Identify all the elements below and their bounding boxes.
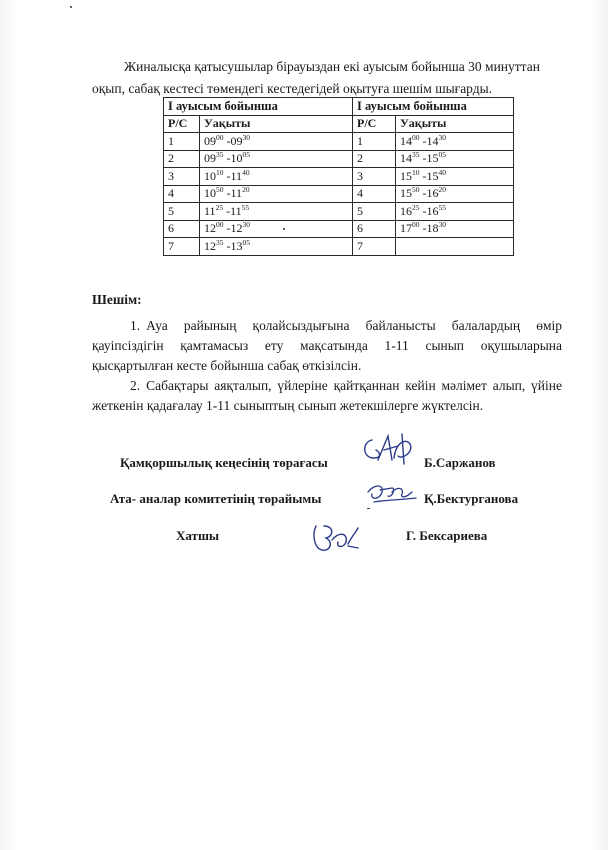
table-row bbox=[164, 168, 514, 186]
lesson-time bbox=[396, 238, 514, 256]
time-minutes: 20 bbox=[242, 185, 250, 195]
time-minutes: 55 bbox=[241, 202, 250, 212]
signature-role-secretary: Хатшы bbox=[176, 528, 220, 543]
time-minutes: 30 bbox=[242, 132, 250, 142]
time-hours: 16 bbox=[426, 186, 439, 201]
time-hours: 11 bbox=[230, 203, 242, 218]
paper-speck bbox=[283, 228, 285, 230]
decision-item-1-number: 1. bbox=[130, 318, 141, 333]
shift-2-header: І ауысым бойынша bbox=[353, 98, 514, 116]
time-hours: 15 bbox=[400, 186, 412, 201]
row-number: 7 bbox=[353, 238, 396, 256]
handwritten-signature-icon bbox=[308, 518, 362, 558]
table-row bbox=[164, 150, 514, 168]
time-minutes: 05 bbox=[438, 150, 446, 160]
handwritten-signature-icon bbox=[358, 430, 420, 470]
lesson-time: $12^{00}$ $-12^{30}$ bbox=[200, 220, 353, 238]
time-hours: 11 bbox=[230, 168, 243, 183]
decision-item-2 bbox=[92, 376, 562, 416]
time-hours: 09 bbox=[204, 151, 216, 166]
intro-line-1: Жиналысқа қатысушылар бірауыздан екі ауысым бойынша 30 минуттан bbox=[124, 59, 540, 74]
time-minutes: 50 bbox=[412, 185, 420, 195]
table-row bbox=[164, 238, 514, 256]
row-number: 3 bbox=[353, 168, 396, 186]
time-minutes: 05 bbox=[242, 150, 250, 160]
handwritten-signature-icon bbox=[362, 478, 420, 508]
row-number: 5 bbox=[164, 203, 200, 221]
time-minutes: 30 bbox=[438, 220, 446, 230]
table-row bbox=[164, 220, 514, 238]
decision-item-1 bbox=[92, 316, 562, 376]
row-number: 1 bbox=[164, 133, 200, 151]
signature-role-committee: Ата- аналар комитетінің төрайымы bbox=[110, 491, 322, 506]
time-hours: 11 bbox=[204, 203, 216, 218]
schedule-body bbox=[164, 133, 514, 256]
intro-line-2: оқып, сабақ кестесі төмендегі кестедегідей оқытуға шешім шығарды. bbox=[92, 81, 493, 96]
time-minutes: 25 bbox=[412, 202, 420, 212]
time-hours: 14 bbox=[426, 133, 439, 148]
time-minutes: 00 bbox=[216, 132, 224, 142]
lesson-time: $17^{00}$ $-18^{30}$ bbox=[396, 220, 514, 238]
lesson-time: $14^{35}$ $-15^{05}$ bbox=[396, 150, 514, 168]
time-hours: 13 bbox=[230, 238, 243, 253]
time-hours: 17 bbox=[400, 221, 412, 236]
signature-name-chair: Б.Саржанов bbox=[424, 455, 496, 470]
time-hours: 12 bbox=[230, 221, 243, 236]
row-number: 6 bbox=[164, 220, 200, 238]
time-minutes: 10 bbox=[412, 167, 420, 177]
time-minutes: 30 bbox=[242, 220, 250, 230]
time-minutes: 35 bbox=[216, 237, 224, 247]
table-row bbox=[164, 133, 514, 151]
time-minutes: 50 bbox=[216, 185, 224, 195]
lesson-time: $16^{25}$ $-16^{55}$ bbox=[396, 203, 514, 221]
decision-item-2-number: 2. bbox=[130, 378, 141, 393]
time-hours: 15 bbox=[400, 168, 412, 183]
time-minutes: 30 bbox=[438, 132, 446, 142]
row-number: 2 bbox=[353, 150, 396, 168]
time-hours: 10 bbox=[204, 186, 216, 201]
time-minutes: 05 bbox=[242, 237, 250, 247]
time-hours: 10 bbox=[204, 168, 216, 183]
time-minutes: 25 bbox=[215, 202, 224, 212]
lesson-time: $12^{35}$ $-13^{05}$ bbox=[200, 238, 353, 256]
paper-speck bbox=[70, 6, 72, 8]
row-number: 4 bbox=[353, 185, 396, 203]
row-number: 7 bbox=[164, 238, 200, 256]
time-minutes: 35 bbox=[216, 150, 224, 160]
schedule-table bbox=[163, 97, 514, 256]
decision-title: Шешім: bbox=[92, 292, 142, 307]
table-row bbox=[164, 185, 514, 203]
signature-name-secretary: Г. Бексариева bbox=[406, 528, 488, 543]
time-hours: 14 bbox=[400, 151, 412, 166]
time-minutes: 20 bbox=[438, 185, 446, 195]
row-number: 1 bbox=[353, 133, 396, 151]
lesson-time: $15^{50}$ $-16^{20}$ bbox=[396, 185, 514, 203]
intro-paragraph bbox=[92, 56, 592, 100]
row-number: 5 bbox=[353, 203, 396, 221]
time-hours: 10 bbox=[230, 151, 243, 166]
lesson-time: $09^{00}$ $-09^{30}$ bbox=[200, 133, 353, 151]
time-hours: 15 bbox=[426, 151, 439, 166]
time-hours: 09 bbox=[204, 133, 216, 148]
decision-item-2-text: Сабақтары аяқталып, үйлеріне қайтқаннан кейін мәлімет алып, үйіне жеткенін қадағалау 1-11 сыныптың сынып жетекшілерге жүктелсін. bbox=[92, 378, 562, 413]
time-minutes: 00 bbox=[412, 220, 420, 230]
time-minutes: 00 bbox=[216, 220, 224, 230]
col-num-header: Р/С bbox=[164, 115, 200, 133]
lesson-time: $11^{25}$ $-11^{55}$ bbox=[200, 203, 353, 221]
col-time-header: Уақыты bbox=[396, 115, 514, 133]
time-minutes: 35 bbox=[412, 150, 420, 160]
time-hours: 18 bbox=[426, 221, 439, 236]
time-minutes: 40 bbox=[242, 167, 250, 177]
time-hours: 12 bbox=[204, 238, 216, 253]
lesson-time: $10^{50}$ $-11^{20}$ bbox=[200, 185, 353, 203]
time-hours: 16 bbox=[426, 203, 439, 218]
time-hours: 12 bbox=[204, 221, 216, 236]
time-hours: 15 bbox=[426, 168, 439, 183]
col-time-header: Уақыты bbox=[200, 115, 353, 133]
lesson-time: $09^{35}$ $-10^{05}$ bbox=[200, 150, 353, 168]
table-row bbox=[164, 203, 514, 221]
paper-speck bbox=[367, 508, 370, 509]
time-minutes: 10 bbox=[216, 167, 224, 177]
row-number: 4 bbox=[164, 185, 200, 203]
time-minutes: 40 bbox=[438, 167, 446, 177]
shift-1-header: І ауысым бойынша bbox=[164, 98, 353, 116]
row-number: 3 bbox=[164, 168, 200, 186]
lesson-time: $14^{00}$ $-14^{30}$ bbox=[396, 133, 514, 151]
time-minutes: 55 bbox=[438, 202, 446, 212]
time-hours: 11 bbox=[230, 186, 243, 201]
col-num-header: Р/С bbox=[353, 115, 396, 133]
signature-role-chair: Қамқоршылық кеңесінің төрағасы bbox=[120, 455, 328, 470]
signature-name-committee: Қ.Бектурганова bbox=[424, 491, 519, 506]
time-hours: 09 bbox=[230, 133, 243, 148]
time-hours: 16 bbox=[400, 203, 412, 218]
row-number: 6 bbox=[353, 220, 396, 238]
time-hours: 14 bbox=[400, 133, 412, 148]
decision-item-1-text: Ауа райының қолайсыздығына байланысты балалардың өмір қауіпсіздігін қамтамасыз ету мақсатында 1-11 сынып оқушыларына қысқартылған кесте бойынша сабақ өткізілсін. bbox=[92, 318, 562, 373]
lesson-time: $10^{10}$ $-11^{40}$ bbox=[200, 168, 353, 186]
row-number: 2 bbox=[164, 150, 200, 168]
lesson-time: $15^{10}$ $-15^{40}$ bbox=[396, 168, 514, 186]
time-minutes: 00 bbox=[412, 132, 420, 142]
